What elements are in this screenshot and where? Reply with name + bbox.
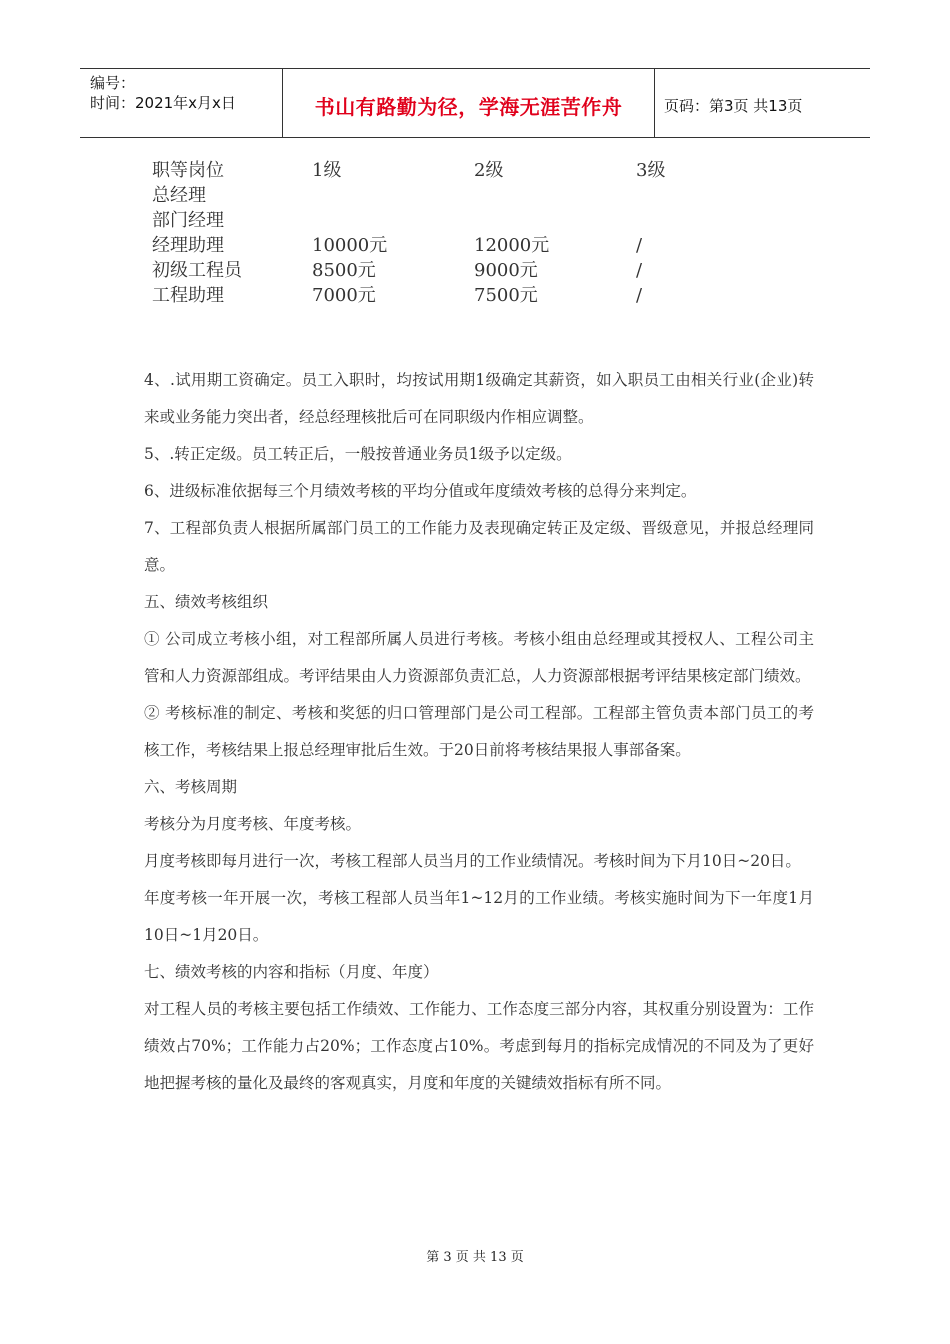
paragraph-regularization: 5、.转正定级。员工转正后，一般按普通业务员1级予以定级。 [144, 445, 572, 463]
table-cell: 7500元 [474, 285, 538, 306]
table-header-cell: 2级 [474, 160, 504, 181]
header-page-info: 页码：第3页 共13页 [664, 97, 803, 115]
table-cell: 7000元 [312, 285, 376, 306]
table-cell: / [636, 235, 643, 256]
paragraph-probation-salary: 4、.试用期工资确定。员工入职时，均按试用期1级确定其薪资，如入职员工由相关行业(企业)转来或业务能力突出者，经总经理核批后可在同职级内作相应调整。 [144, 371, 814, 426]
section-heading: 七、绩效考核的内容和指标（月度、年度） [144, 963, 439, 981]
document-date: 时间：2021年x月x日 [90, 94, 236, 112]
table-header-cell: 职等岗位 [152, 160, 224, 181]
table-cell: 初级工程员 [152, 260, 242, 281]
table-cell: 10000元 [312, 235, 388, 256]
table-header-cell: 3级 [636, 160, 666, 181]
paragraph-assessment-team: ① 公司成立考核小组，对工程部所属人员进行考核。考核小组由总经理或其授权人、工程公司主管和人力资源部组成。考评结果由人力资源部负责汇总，人力资源部根据考评结果核定部门绩效。 [144, 630, 814, 685]
table-cell: 部门经理 [152, 210, 224, 231]
table-cell: 工程助理 [152, 285, 224, 306]
table-cell: 9000元 [474, 260, 538, 281]
table-cell: 总经理 [152, 185, 206, 206]
header-meta [90, 73, 236, 113]
paragraph-assessment-standard: ② 考核标准的制定、考核和奖惩的归口管理部门是公司工程部。工程部主管负责本部门员工的考核工作，考核结果上报总经理审批后生效。于20日前将考核结果报人事部备案。 [144, 704, 814, 759]
paragraph-cycle-types: 考核分为月度考核、年度考核。 [144, 815, 362, 833]
table-cell: / [636, 285, 643, 306]
header-divider [654, 69, 655, 137]
header-motto: 书山有路勤为径，学海无涯苦作舟 [314, 95, 623, 119]
page-footer: 第 3 页 共 13 页 [426, 1250, 524, 1265]
document-number-label: 编号： [90, 74, 136, 92]
paragraph-monthly-assessment: 月度考核即每月进行一次，考核工程部人员当月的工作业绩情况。考核时间为下月10日~20日。 [144, 852, 801, 870]
table-cell: 12000元 [474, 235, 550, 256]
body-text [144, 362, 814, 1102]
paragraph-department-head: 7、工程部负责人根据所属部门员工的工作能力及表现确定转正及定级、晋级意见，并报总经理同意。 [144, 519, 814, 574]
table-cell: / [636, 260, 643, 281]
section-heading: 六、考核周期 [144, 778, 238, 796]
paragraph-promotion-standard: 6、进级标准依据每三个月绩效考核的平均分值或年度绩效考核的总得分来判定。 [144, 482, 697, 500]
table-cell: 8500元 [312, 260, 376, 281]
page-header [80, 68, 870, 138]
section-heading: 五、绩效考核组织 [144, 593, 269, 611]
paragraph-annual-assessment: 年度考核一年开展一次，考核工程部人员当年1~12月的工作业绩。考核实施时间为下一年度1月10日~1月20日。 [144, 889, 814, 944]
table-cell: 经理助理 [152, 235, 224, 256]
paragraph-assessment-content: 对工程人员的考核主要包括工作绩效、工作能力、工作态度三部分内容，其权重分别设置为：工作绩效占70%；工作能力占20%；工作态度占10%。考虑到每月的指标完成情况的不同及为了更好地把握考核的量化及最终的客观真实，月度和年度的关键绩效指标有所不同。 [144, 1000, 814, 1092]
table-header-cell: 1级 [312, 160, 342, 181]
